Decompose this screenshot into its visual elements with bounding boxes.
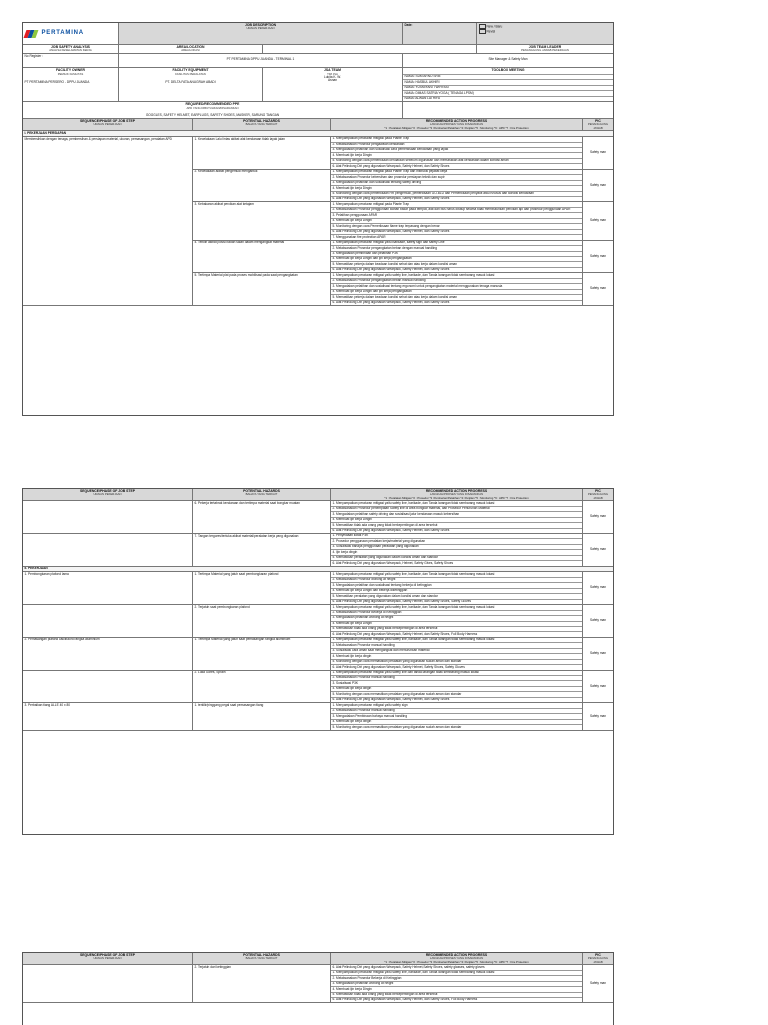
col-step-sub: URAIAN PEKERJAAN [93, 956, 122, 961]
col-pic [583, 489, 613, 501]
col-hazard-label: POTENTIAL HAZARDS [243, 119, 280, 123]
action-item: 2. Melaksanakan Prosedur manual handling [331, 676, 582, 681]
job-step-row [23, 703, 613, 730]
facility-owner-sub: PEMILIK FASILITAS [57, 71, 84, 76]
action-cell [331, 671, 583, 704]
pic-text: Safety man [589, 218, 607, 223]
facility-equipment-label: FACILITY EQUIPMENT [172, 68, 209, 72]
action-item: 2. Melaksanakan Prosedur working at height [331, 578, 582, 583]
hazard-cell [193, 605, 331, 638]
action-item: 4. Membuat ijin kerja Dingin [331, 186, 582, 191]
action-cell [331, 965, 583, 1003]
toolbox-attendee: NAMA: ALWAN LATHIFA [404, 96, 440, 101]
location-label: AREA/LOCATION [176, 45, 205, 49]
new-label: New / Baru [486, 23, 503, 28]
action-cell [331, 605, 583, 638]
hazard-text: 1. terkilir/pinggang pegal saat pemasangan tiang [194, 703, 264, 707]
hazard-cell [193, 534, 331, 567]
job-step-row [23, 671, 613, 704]
hazard-groups [193, 137, 613, 306]
col-hazard-label: POTENTIAL HAZARDS [243, 953, 280, 957]
action-item: 6. Alat Pelindung Diri yang digunakan Wearpack, Safety Helmet, dan Safety Shoes, Full Body Harness [332, 632, 478, 636]
jsa-sub: ANALISA KESELAMATAN KERJA [49, 48, 92, 53]
action-item: 1. Menyampaikan peraturan mitigasi yaitu safety line dan tanda larangan tidak sembarang masuk lokasi [331, 671, 582, 676]
pic-text: Safety man [589, 713, 607, 718]
action-item: 3. Mengadakan pelatihan working at height [331, 982, 582, 987]
contractor-label: No Register : [24, 54, 44, 58]
action-item: 1. Menyampaikan peraturan mitigasi yaitu Barikade, safety sign dan safety Line [331, 241, 582, 246]
facility-owner-label: FACILITY OWNER [56, 68, 85, 72]
action-item: 6. Alat Pelindung Diri yang digunakan Wearpack, Safety Helmet, dan Safety Shoes [332, 528, 450, 532]
action-item: 6. Alat Pelindung Diri yang digunakan Wearpack, Safety Helmet, dan Safety Shoes [332, 267, 450, 272]
col-step-label: SEQUENCE/PHASE OF JOB STEP [79, 119, 135, 123]
action-cell [331, 572, 583, 605]
location-value: PT PERTAMINA DPPU JUANDA - TERMINAL 1 [226, 57, 295, 62]
hazard-group [193, 273, 613, 306]
pic-text: Safety man [589, 585, 607, 590]
hazard-cell [193, 572, 331, 605]
job-description-cell [119, 23, 403, 45]
pertamina-logo [25, 29, 117, 39]
pic-cell [583, 534, 613, 567]
action-item: 6. Alat Pelindung Diri yang digunakan Wearpack, Safety Helmet, dan Safety Shoes, Safety Gloves [332, 599, 471, 604]
hazard-cell [193, 273, 331, 306]
pic-text: Safety man [589, 253, 607, 258]
action-item: 3. Mengadakan pelatihan dan sosialisasi cara pemeriksaan kendaraan yang layak [331, 148, 582, 153]
pic-cell [583, 638, 613, 671]
action-item: 1. Menyampaikan peraturan mitigasi yaitu safety sign [331, 703, 582, 708]
action-item: 6. Alat Pelindung Diri yang digunakan Wearpack, Safety Helmet,Safety Shoes, safety glasses, safety gloves [331, 965, 582, 970]
action-item: 3. Mengadakan Pembinaan bahaya manual handling [331, 714, 582, 719]
jsa-team-member: Lukita K. W. [323, 74, 341, 79]
date-cell [403, 23, 477, 45]
pic-cell [583, 202, 613, 240]
hazard-group [193, 202, 613, 240]
hazard-text: 2. Luka Gores, Sprain [194, 670, 226, 675]
hazard-cell [193, 241, 331, 274]
jsa-team-sub: TIM JSA [327, 71, 338, 76]
hazard-group [193, 241, 613, 274]
action-item: 2. Melaksanakan Prosedur pengawalan kendaraan [331, 143, 582, 148]
col-action [331, 953, 583, 965]
action-item: 4. Membuat ijin kerja Dingin dan bekerja diketinggian [331, 589, 582, 594]
col-pic-sub: PENANGGUNG JAWAB [587, 956, 609, 964]
revisi-checkbox[interactable] [479, 29, 486, 34]
hazard-cell [193, 703, 331, 730]
facility-owner-value: PT PERTAMINA PERSERO - DPPU JUANDA [24, 79, 90, 84]
action-item: 5. Memastikan tidak ada orang yang tidak berkepentingan di area tersebut [331, 523, 582, 528]
action-item: 5. Monitoring dengan cara Pemeriksaan flame trap terpasang dengan benar [331, 224, 582, 229]
toolbox-cell [403, 68, 613, 102]
action-item: 3. Sosialisasi P3K [331, 681, 582, 686]
hazard-group [193, 703, 613, 730]
revisi-checkbox-row [479, 29, 612, 34]
jsa-page-3 [22, 952, 614, 1025]
hazard-text: 3. Kebakaran akibat percikan alat ketajam [194, 202, 254, 206]
col-action-sub: LANGKAH/PROSES YANG DISARANKAN [429, 956, 484, 961]
leader-label-cell [477, 45, 613, 54]
action-item: 5. Memastikan peralatan yang digunakan dalam kondisi aman dan standar [331, 594, 582, 599]
action-item: 1. Menyampaikan peraturan mitigasi yaitu safety line, barikade, dan Tanda larangan tidak sembarang masuk lokasi [331, 605, 582, 610]
job-step-row [23, 605, 613, 638]
action-cell [331, 501, 583, 534]
hazard-group [193, 638, 613, 671]
action-item: 6. Alat Pelindung Diri yang digunakan Wearpack, Helmet, Safety Glves, Safety Shoes [332, 561, 454, 565]
action-item: 1. Menyampaikan peraturan mitigasi yaitu safety line, barikade, dan Tanda larangan tidak sembarang masuk lokasi [331, 638, 582, 643]
hazard-cell [193, 638, 331, 671]
section-title: I. PEKERJAAN PERSIAPAN [23, 131, 613, 137]
leader-sub: PENANGGUNG JAWAB PEKERJAAN [521, 48, 569, 53]
col-action-sub: LANGKAH/PROSES YANG DISARANKAN [429, 122, 484, 127]
table-header [23, 953, 613, 965]
toolbox-label: TOOLBOX MEETING [403, 68, 613, 75]
leader-value-cell [403, 54, 613, 68]
pic-text: Safety man [589, 547, 607, 552]
hazard-groups [193, 671, 613, 704]
action-item: 4. Membuat ijin kerja dingin [331, 687, 582, 692]
hazard-groups [193, 605, 613, 638]
hazard-text: 7. Tangan tergores/terluka akibat material/peralatan kerja yang digunakan [194, 534, 299, 538]
action-item: 5. Memastikan tidak ada orang yang tidak berkepentingan di area tersebut [331, 627, 582, 632]
action-item: 2. Melaksanakan Prosedur Bekerja di Ketinggian [331, 611, 582, 616]
col-hazard-sub: BAHAYA YANG TERKAIT [245, 492, 278, 497]
hazard-cell [193, 137, 331, 170]
action-item: 2. Melaksanakan Prosedur penempatan Safety line di area bongkar material, dan Prosedur Penurunan Material [331, 507, 582, 512]
action-item: 6. Alat Pelindung Diri yang digunakan Wearpack, Safety Helmet, dan Safety Shoes [332, 300, 450, 305]
col-pic-sub: PENANGGUNG JAWAB [587, 492, 609, 500]
col-hazard-sub: BAHAYA YANG TERKAIT [245, 122, 278, 127]
header-row-facility [23, 68, 613, 102]
col-step [23, 489, 193, 501]
job-step-row [23, 534, 613, 567]
hazard-cell [193, 671, 331, 704]
action-item: 3. Sosialisasi bahaya penggunaan peralatan yang digunakan [331, 545, 582, 550]
jsa-team-member: Asnan [327, 78, 338, 83]
action-item: 2. Melaksanakan Prosedur Bekerja di Ketinggian [331, 976, 582, 981]
hazard-group [193, 137, 613, 170]
action-item: 2. Melaksanakan Prosedur pengangkatan beban manual handling [331, 279, 582, 284]
action-item: 4. Ijin kerja dingin [331, 550, 582, 555]
action-item: 6. Alat Pelindung Diri yang digunakan Wearpack, Safety Helmet, dan Safety Shoes [332, 697, 450, 702]
col-pic-label: PIC [595, 489, 601, 493]
location-label-cell [119, 45, 263, 54]
action-item: 5. Memastikan pekerja dalam keadaan kondisi sehat dan atau kerja dalam kondisi aman [331, 295, 582, 300]
leader-value: Site Manager & Safety Man [488, 57, 528, 62]
hazard-group [193, 534, 613, 567]
spacer-cell [263, 45, 477, 54]
step-cell [23, 605, 193, 638]
toolbox-attendee: NAMA: YUSMIYANTI WIHYASI [403, 86, 613, 91]
action-item: 3. Mengadakan pelatihan dan sosialisasi tentang bekerja di ketinggian [331, 583, 582, 588]
action-item: 4. Membuat ijin kerja Dingin [331, 622, 582, 627]
action-item: 1. Menyampaikan peraturan mitigasi pada Plante Trap dan Instruksi pejabat kerja [331, 170, 582, 175]
hazard-groups [193, 534, 613, 567]
hazard-text: 1. Tertimpa Material yang jatuh saat pemasangan rangka aluminium [194, 637, 291, 642]
action-item: 4. Membuat ijin kerja Dingin [331, 219, 582, 224]
header-row-title [23, 23, 613, 45]
pic-cell [583, 703, 613, 730]
action-item: 5. Monitoring dengan cara memastikan peralatan yang digunakan sudah aman dan standar [331, 660, 582, 665]
facility-equipment-sub: FASILITAS PERALATAN [175, 71, 206, 76]
hazard-text: 6. Pekerja tertabrak kendaraan dan tertimpa material saat bongkar muatan [194, 501, 300, 505]
step-cell [23, 638, 193, 671]
pertamina-logo-icon [25, 29, 39, 39]
action-item: 4. Membuat ijin kerja Dingin dan ijin kerja pengangkatan [331, 257, 582, 262]
action-item: 1. Menyampaikan peraturan mitigasi pada Plante Trap [331, 137, 582, 142]
hazard-groups [193, 965, 613, 1003]
col-step-label: SEQUENCE/PHASE OF JOB STEP [79, 489, 135, 493]
pic-cell [583, 273, 613, 306]
action-item: 1. Penyediaan kotak P3K [331, 534, 582, 539]
col-pic-sub: PENANGGUNG JAWAB [587, 122, 609, 130]
action-item: 4. Membuat ijin kerja Dingin dan ijin kerja pengangkatan [331, 290, 582, 295]
col-step [23, 953, 193, 965]
step-cell [23, 534, 193, 567]
hazard-groups [193, 638, 613, 671]
col-hazard-label: POTENTIAL HAZARDS [243, 489, 280, 493]
action-item: 3. Mengadakan pembinaan dan pelatihan P3K [331, 252, 582, 257]
page2-body [23, 501, 613, 730]
ppe-sub: APD YANG DIBUTUHKAN/DISARANKAN [186, 105, 239, 110]
pic-text: Safety man [589, 683, 607, 688]
job-step-row [23, 501, 613, 534]
step-text: Membersihkan dengan tenaga, pembersihan & persiapan material, ukuran, pemasangan, peralatan APD [24, 137, 172, 141]
ppe-side-cell [403, 102, 613, 119]
facility-equipment-cell [119, 68, 263, 102]
action-item: 4. Membuat ijin kerja dingin [331, 654, 582, 659]
action-item: 5. Monitoring dengan cara pemeriksaan kendaraan sebelum digunakan dan memastikan alat kendaraan dalam kondisi aman [331, 159, 582, 164]
col-action-legend: *1 : Peralatan Mitigasi *2 : Prosedur *3 :Pemberian/Pelatihan *4: Penjilan *5 : Monitoring *6 : APD *7 : Fire Protection [384, 495, 529, 500]
logo-cell [23, 23, 119, 45]
pic-cell [583, 137, 613, 170]
step-cell [23, 671, 193, 704]
hazard-groups [193, 703, 613, 730]
action-item: 5. Memastikan pekerja dalam keadaan kondisi sehat dan atau kerja dalam kondisi aman [331, 262, 582, 267]
col-action-sub: LANGKAH/PROSES YANG DISARANKAN [429, 492, 484, 497]
hazard-text: 1. Tertimpa Material yang jatuh saat pembongkaran plafond [194, 572, 279, 576]
pic-cell [583, 671, 613, 704]
section-title: II. PEKERJAAN [23, 567, 613, 573]
leader-label: JOB TEAM LEADER [528, 45, 562, 49]
action-item: 2. Melaksanakan Prosedur kebersihan dan prosedur persiapan teknik dan supir [331, 175, 582, 180]
action-item: 5. Monitoring dengan cara memastikan peralatan yang digunakan sudah aman dan standar [332, 725, 462, 729]
action-item: 6. Alat Pelindung Diri yang digunakan Wearpack, Safety Helmet, dan Safety Shoes [332, 197, 450, 201]
table-header [23, 119, 613, 131]
pic-text: Safety man [589, 150, 607, 155]
page1-body [23, 137, 613, 306]
jsa-team-label: JSA TEAM [323, 68, 342, 72]
action-item: 5. Memastikan tidak ada orang yang tidak berkepentingan di area tersebut [331, 993, 582, 998]
hazard-cell [193, 170, 331, 203]
col-action-label: RECOMMENDED ACTION PROGRESS [425, 489, 488, 493]
step-text: 2. Pemasangan plafond calcibaord rangka aluminium [24, 637, 100, 642]
action-item: 5. Memastikan peralatan yang digunakan dalam kondisi aman dan standar [331, 556, 582, 561]
action-item: 2. Melaksanakan Prosedur manual handling [331, 709, 582, 714]
action-cell [331, 137, 583, 170]
action-item: 2. Melaksanakan Prosedur pengangkatan beban dengan manual handling [331, 246, 582, 251]
header-row-labels [23, 45, 613, 54]
col-action-label: RECOMMENDED ACTION PROGRESS [425, 119, 488, 123]
location-value-cell [119, 54, 403, 68]
col-pic [583, 953, 613, 965]
pic-cell [583, 170, 613, 203]
jsa-label-cell [23, 45, 119, 54]
hazard-group [193, 170, 613, 203]
job-description-label: JOB DESCRIPTION [244, 23, 277, 27]
facility-equipment-value: PT. DELTA FATA ANUGRAH ABADI [165, 79, 216, 84]
header-row-values [23, 54, 613, 68]
jsa-page-2 [22, 488, 614, 835]
action-cell [331, 241, 583, 274]
action-item: 4. Membuat ijin kerja Dingin [331, 987, 582, 992]
pic-text: Safety man [589, 182, 607, 187]
toolbox-attendee: NAMA: DIMAS SATRIA YOGA ( TENAGA LPSM) [403, 91, 613, 96]
step-text: 1. Pembongkaran plafond lama [24, 572, 69, 576]
facility-owner-cell [23, 68, 119, 102]
pic-text: Safety man [589, 514, 607, 519]
hazard-cell [193, 965, 331, 1003]
contractor-cell [23, 54, 119, 68]
action-item: 3. Mengadakan pelatihan dan sosialisasi tentang ergonomi untuk pengangkatan material menggunakan tenaga manusia [331, 284, 582, 289]
step-cell [23, 703, 193, 730]
step-cell [23, 137, 193, 306]
action-item: 5. Monitoring dengan cara memastikan peralatan yang digunakan sudah aman dan standar [331, 692, 582, 697]
table-header [23, 489, 613, 501]
jsa-label: JOB SAFETY ANALYSIS [51, 45, 90, 49]
action-cell [331, 534, 583, 567]
pic-text: Safety man [589, 286, 607, 291]
ppe-row [23, 102, 613, 119]
col-step-sub: URAIAN PEKERJAAN [93, 122, 122, 127]
hazard-cell [193, 202, 331, 240]
hazard-group [193, 605, 613, 638]
col-hazard [193, 119, 331, 131]
job-description-sub: URAIAN PEKERJAAN [246, 26, 275, 31]
hazard-group [193, 965, 613, 1003]
revision-cell [477, 23, 613, 45]
action-item: 1. Menyampaikan peraturan mitigasi yaitu safety line, barikade, dan Tanda larangan tidak sembarang masuk lokasi [331, 501, 582, 506]
col-hazard [193, 953, 331, 965]
col-step [23, 119, 193, 131]
toolbox-attendee: NAMA: SUM ARNO SRIE [403, 75, 613, 80]
action-item: 1. Menyampaikan peraturan mitigasi pada Plante Trap [331, 202, 582, 207]
col-action-legend: *1 : Peralatan Mitigasi *2 : Prosedur *3 :Pemberian/Pelatihan *4: Penjilan *5 : Monitoring *6 : APD *7 : Fire Protection [384, 125, 529, 130]
revisi-label: Revisi [486, 28, 496, 33]
ppe-value: GOGGLES, SAFETY HELMET, EARPLUGS, SAFETY SHOES, MASKER, SARUNG TANGAN [145, 112, 280, 117]
col-action-legend: *1 : Peralatan Mitigasi *2 : Prosedur *3 :Pemberian/Pelatihan *4: Penjilan *5 : Monitoring *6 : APD *7 : Fire Protection [384, 959, 529, 964]
hazard-group [193, 671, 613, 704]
col-hazard-sub: BAHAYA YANG TERKAIT [245, 956, 278, 961]
col-step-sub: URAIAN PEKERJAAN [93, 492, 122, 497]
hazard-text: 2. Terjatuh saat pembongkaran plafond [194, 605, 250, 609]
job-step-row [23, 638, 613, 671]
pic-cell [583, 501, 613, 534]
page3-body [23, 965, 613, 1003]
pic-text: Safety man [589, 650, 607, 655]
col-pic-label: PIC [595, 953, 601, 957]
jsa-team-cell [263, 68, 403, 102]
hazard-group [193, 501, 613, 534]
job-step-row [23, 965, 613, 1003]
pic-text: Safety man [589, 981, 607, 986]
action-item: 3. Mengadakan pelatihan dan sosialisasi tentang safety driving [331, 181, 582, 186]
action-item: 5. Monitoring dengan cara pemeriksaan HR pengemudi, pemeriksaan GO-BLU dan Pemeriksaan penyakit atau Khusus dan kondisi kendaraan [331, 192, 582, 197]
step-cell [23, 572, 193, 605]
action-item: 3. Sosialisasi cara aman saat mengangkat dan menurunkan material [331, 649, 582, 654]
hazard-groups [193, 501, 613, 534]
location-sub: AREA/LOKASI [181, 48, 200, 53]
action-cell [331, 170, 583, 203]
hazard-groups [193, 572, 613, 605]
hazard-text: 2. Terjatuh dari ketinggian [194, 965, 231, 969]
action-cell [331, 638, 583, 671]
col-action-label: RECOMMENDED ACTION PROGRESS [425, 953, 488, 957]
date-label: Date: [404, 23, 413, 27]
action-item: 1. Menyampaikan peraturan mitigasi yaitu safety line, barikade, dan Tanda larangan tidak sembarang masuk lokasi [331, 273, 582, 278]
action-item: 6. Alat Pelindung Diri yang digunakan Wearpack, Safety Helmet, Safety Shoes, Safety Gloves [332, 665, 465, 669]
action-item: 3. Mengadakan pelatihan safety driving dan sosialisasi jalur kendaraan masuk kebersihan [331, 512, 582, 517]
action-item: 6. Alat Pelindung Diri yang digunakan Wearpack, Safety Helmet, dan Safety Shoes [331, 230, 582, 235]
col-pic-label: PIC [595, 119, 601, 123]
pic-cell [583, 605, 613, 638]
action-item: 6. Alat Pelindung Diri yang digunakan Wearpack, Safety Helmet, dan Safety Shoes [332, 164, 450, 168]
col-action [331, 119, 583, 131]
col-hazard [193, 489, 331, 501]
company-name: PERTAMINA [41, 30, 84, 37]
hazard-text: 2. Kecelakaan akibat pengemudi mengantuk [194, 169, 258, 174]
action-item: 2. Melaksanakan Prosedur penggunaan Bahan bakar pada tempat, alat dan bus harus ditutup selama tidak membutuhkan percikan api dan prosedur penggunaan APAR [331, 208, 582, 213]
pic-cell [583, 572, 613, 605]
ppe-cell [23, 102, 403, 119]
toolbox-attendee: NAMA: HASBUL AKHIRI [403, 80, 613, 85]
step-cell [23, 965, 193, 1003]
pic-cell [583, 241, 613, 274]
pic-text: Safety man [589, 618, 607, 623]
hazard-text: 4. Terkilir akibat posisi badan salah dalam mengangkat material [194, 240, 285, 245]
col-action [331, 489, 583, 501]
action-item: 2. Prosedur penggunaan peralatan kerja/material yang digunakan [331, 539, 582, 544]
action-cell [331, 273, 583, 306]
action-item: 4. Membuat ijin kerja Dingin [331, 153, 582, 158]
action-item: 2. Melaksanakan Prosedur manual handling [331, 643, 582, 648]
hazard-cell [193, 501, 331, 534]
action-item: 1. Menyampaikan peraturan mitigasi yaitu safety line, barikade, dan Tanda larangan tidak sembarang masuk lokasi [331, 971, 582, 976]
action-cell [331, 703, 583, 730]
action-item: 3. Pelatihan penggunaan APAR [331, 213, 582, 218]
ppe-label: REQUIRED/RECOMMENDED PPE [185, 102, 240, 106]
hazard-group [193, 572, 613, 605]
col-step-label: SEQUENCE/PHASE OF JOB STEP [79, 953, 135, 957]
job-step-row [23, 572, 613, 605]
action-item: 4. Membuat ijin kerja dingin [331, 720, 582, 725]
action-item: 6. Alat Pelindung Diri yang digunakan Wearpack, Safety Helmet, dan Safety Shoes, Full Body Harness [332, 998, 478, 1002]
action-item: 4. Membuat ijin kerja Dingin [331, 518, 582, 523]
jsa-page-1 [22, 22, 614, 416]
action-item: 1. Menyampaikan peraturan mitigasi yaitu safety line, barikade, dan Tanda larangan tidak sembarang masuk lokasi [331, 572, 582, 577]
action-cell [331, 202, 583, 240]
action-item: 3. Mengadakan pelatihan working at height [331, 616, 582, 621]
col-pic [583, 119, 613, 131]
hazard-text: 5. Tertimpa Material plat pada proses mobilisasi pada saat pengangkatan [194, 273, 298, 277]
action-item: 7. Menggunakan fire protection APAR [332, 235, 386, 239]
step-cell [23, 501, 193, 534]
step-text: 3. Perbaikan tiang ALLE 40 x 80 [24, 703, 71, 707]
pic-cell [583, 965, 613, 1003]
hazard-text: 1. Kecelakaan Lalu lintas akibat alat kendaraan tidak layak jalan [194, 137, 285, 141]
